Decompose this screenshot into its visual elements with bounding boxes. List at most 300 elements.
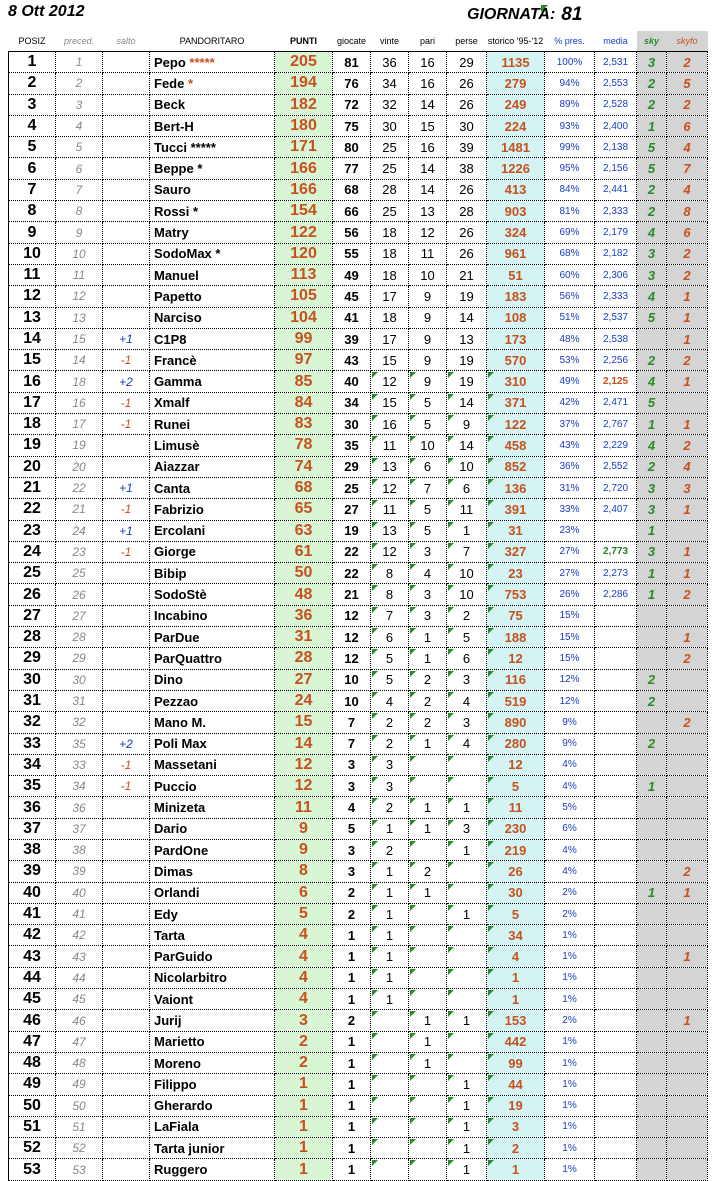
- presence-cell-text: 2%: [562, 1015, 577, 1026]
- lost-cell: [447, 73, 487, 94]
- sky-cell: [637, 648, 667, 669]
- table-row: [9, 967, 708, 988]
- skyfo-cell: [667, 520, 708, 541]
- won-cell: [371, 137, 409, 158]
- history-cell: [487, 456, 545, 477]
- position-cell-text: 52: [23, 1139, 41, 1157]
- drawn-cell-text: 16: [420, 54, 435, 70]
- lost-cell-text: 4: [462, 693, 471, 709]
- position-cell: [9, 499, 56, 520]
- lost-cell: [447, 584, 487, 605]
- green-corner-icon: [448, 1054, 454, 1060]
- green-corner-icon: [410, 862, 416, 868]
- skyfo-cell: [667, 52, 708, 73]
- presence-cell: [545, 1138, 595, 1159]
- sky-cell-text: 2: [647, 97, 656, 113]
- points-cell: [275, 925, 333, 946]
- points-cell-text: 182: [290, 95, 317, 113]
- won-cell-text: 15: [382, 352, 397, 368]
- drawn-cell-text: 1: [423, 650, 432, 666]
- previous-position-cell-text: 5: [75, 140, 83, 155]
- won-cell: [371, 1052, 409, 1073]
- change-cell-text: +2: [119, 374, 133, 389]
- position-cell: [9, 946, 56, 967]
- drawn-cell: [409, 712, 447, 733]
- played-cell-text: 1: [347, 949, 356, 965]
- played-cell-text: 7: [347, 714, 356, 730]
- average-cell: [595, 712, 637, 733]
- won-cell-text: 18: [382, 225, 397, 241]
- change-cell: [103, 776, 150, 797]
- skyfo-cell-text: 1: [683, 544, 691, 560]
- presence-cell: [545, 754, 595, 775]
- sky-cell: [637, 733, 667, 754]
- green-corner-icon: [488, 500, 494, 506]
- green-corner-icon: [372, 436, 378, 442]
- presence-cell-text: 31%: [559, 482, 580, 494]
- skyfo-cell-text: 1: [683, 629, 691, 645]
- average-cell-text: 2,407: [602, 503, 629, 515]
- player-name-cell-text: Tucci *****: [154, 139, 216, 155]
- position-cell-text: 44: [23, 968, 41, 986]
- history-cell-text: 1: [511, 1162, 520, 1178]
- sky-cell: [637, 392, 667, 413]
- position-cell: [9, 1010, 56, 1031]
- history-cell-text: 442: [504, 1034, 527, 1050]
- table-row: [9, 1138, 708, 1159]
- lost-cell-text: 13: [459, 331, 474, 347]
- green-corner-icon: [488, 926, 494, 932]
- sky-cell-text: 5: [647, 161, 656, 177]
- presence-cell: [545, 1074, 595, 1095]
- drawn-cell-text: 3: [423, 587, 432, 603]
- player-name-cell: [150, 1010, 275, 1031]
- played-cell: [333, 1074, 371, 1095]
- change-cell-text: -1: [120, 757, 132, 772]
- lost-cell: [447, 1031, 487, 1052]
- skyfo-cell-text: 1: [683, 885, 691, 901]
- green-corner-icon: [372, 394, 378, 400]
- lost-cell: [447, 989, 487, 1010]
- table-row: [9, 712, 708, 733]
- player-name-cell: [150, 925, 275, 946]
- green-corner-icon: [372, 1139, 378, 1145]
- player-name-cell-text: Edy: [154, 906, 178, 922]
- played-cell-text: 49: [344, 267, 359, 283]
- player-name-cell-text: Fede: [154, 75, 185, 91]
- drawn-cell: [409, 52, 447, 73]
- skyfo-cell-text: 2: [683, 352, 691, 368]
- skyfo-cell: [667, 584, 708, 605]
- player-name-cell-text: Marietto: [154, 1034, 205, 1050]
- player-name-cell: [150, 414, 275, 435]
- won-cell-text: 16: [382, 416, 397, 432]
- history-cell-text: 188: [504, 629, 527, 645]
- drawn-cell: [409, 946, 447, 967]
- won-cell-text: 3: [385, 757, 394, 773]
- lost-cell-text: 3: [462, 821, 471, 837]
- green-corner-icon: [488, 735, 494, 741]
- green-corner-icon: [410, 649, 416, 655]
- green-corner-icon: [448, 798, 454, 804]
- sky-cell: [637, 989, 667, 1010]
- presence-cell-text: 84%: [559, 184, 580, 196]
- history-cell: [487, 1116, 545, 1137]
- history-cell-text: 391: [504, 501, 527, 517]
- skyfo-cell-text: 1: [683, 565, 691, 581]
- lost-cell-text: 26: [459, 182, 474, 198]
- points-cell-text: 4: [299, 947, 308, 965]
- won-cell: [371, 882, 409, 903]
- sky-cell-text: 3: [647, 246, 656, 262]
- player-name-cell-text: Manuel: [154, 267, 199, 283]
- skyfo-cell: [667, 925, 708, 946]
- col-header-storico: storico '95-'12: [487, 36, 544, 46]
- green-corner-icon: [448, 990, 454, 996]
- lost-cell-text: 21: [459, 267, 474, 283]
- presence-cell-text: 1%: [562, 1164, 577, 1176]
- change-cell: [103, 1010, 150, 1031]
- history-cell-text: 371: [504, 395, 527, 411]
- lost-cell-text: 1: [462, 906, 471, 922]
- player-name-cell: [150, 286, 275, 307]
- history-cell: [487, 733, 545, 754]
- previous-position-cell: [56, 712, 103, 733]
- col-header-preced: preced.: [63, 36, 95, 46]
- position-cell: [9, 818, 56, 839]
- skyfo-cell: [667, 776, 708, 797]
- history-cell: [487, 648, 545, 669]
- player-name-cell: [150, 967, 275, 988]
- history-cell: [487, 158, 545, 179]
- change-cell: [103, 669, 150, 690]
- points-cell: [275, 1095, 333, 1116]
- sky-cell: [637, 1116, 667, 1137]
- played-cell: [333, 328, 371, 349]
- green-corner-icon: [372, 713, 378, 719]
- sky-cell-text: 5: [647, 310, 656, 326]
- green-corner-icon: [488, 415, 494, 421]
- player-name-cell: [150, 797, 275, 818]
- won-cell: [371, 754, 409, 775]
- presence-cell-text: 99%: [559, 141, 580, 153]
- previous-position-cell-text: 25: [72, 566, 86, 581]
- points-cell-text: 104: [290, 308, 317, 326]
- table-row: [9, 264, 708, 285]
- history-cell: [487, 903, 545, 924]
- position-cell-text: 29: [23, 649, 41, 667]
- played-cell: [333, 243, 371, 264]
- presence-cell-text: 1%: [562, 1036, 577, 1048]
- presence-cell-text: 68%: [559, 248, 580, 260]
- won-cell-text: 1: [385, 863, 394, 879]
- green-corner-icon: [488, 862, 494, 868]
- skyfo-cell-text: 1: [683, 331, 691, 347]
- green-corner-icon: [410, 777, 416, 783]
- previous-position-cell-text: 8: [75, 204, 83, 219]
- average-cell: [595, 115, 637, 136]
- won-cell: [371, 158, 409, 179]
- skyfo-cell-text: 2: [683, 97, 691, 113]
- position-cell: [9, 712, 56, 733]
- average-cell-text: 2,552: [602, 461, 629, 473]
- player-name-cell-text: Runei: [154, 416, 191, 432]
- lost-cell: [447, 776, 487, 797]
- played-cell: [333, 1138, 371, 1159]
- won-cell: [371, 967, 409, 988]
- green-corner-icon: [372, 862, 378, 868]
- previous-position-cell-text: 29: [72, 651, 86, 666]
- sky-cell: [637, 1010, 667, 1031]
- won-cell: [371, 201, 409, 222]
- won-cell: [371, 1095, 409, 1116]
- lost-cell: [447, 286, 487, 307]
- average-cell: [595, 179, 637, 200]
- previous-position-cell: [56, 541, 103, 562]
- average-cell-text: 2,286: [602, 589, 629, 601]
- average-cell: [595, 1138, 637, 1159]
- position-cell-text: 45: [23, 990, 41, 1008]
- green-corner-icon: [448, 820, 454, 826]
- green-corner-icon: [448, 394, 454, 400]
- previous-position-cell-text: 43: [72, 949, 86, 964]
- green-corner-icon: [488, 1011, 494, 1017]
- skyfo-cell-text: 2: [683, 246, 691, 262]
- drawn-cell-text: 1: [423, 736, 432, 752]
- history-cell: [487, 882, 545, 903]
- presence-cell-text: 1%: [562, 1078, 577, 1090]
- drawn-cell: [409, 563, 447, 584]
- history-cell-text: 122: [504, 416, 527, 432]
- history-cell-text: 26: [508, 863, 523, 879]
- skyfo-cell: [667, 669, 708, 690]
- sky-cell: [637, 861, 667, 882]
- position-cell-text: 48: [23, 1054, 41, 1072]
- previous-position-cell: [56, 1095, 103, 1116]
- presence-cell: [545, 541, 595, 562]
- position-cell-text: 19: [23, 436, 41, 454]
- previous-position-cell: [56, 52, 103, 73]
- table-row: [9, 861, 708, 882]
- played-cell: [333, 179, 371, 200]
- drawn-cell-text: 9: [423, 374, 432, 390]
- skyfo-cell: [667, 350, 708, 371]
- table-row: [9, 137, 708, 158]
- previous-position-cell-text: 24: [72, 523, 86, 538]
- drawn-cell: [409, 392, 447, 413]
- skyfo-cell: [667, 989, 708, 1010]
- green-corner-icon: [488, 905, 494, 911]
- played-cell-text: 1: [347, 1098, 356, 1114]
- table-row: [9, 1095, 708, 1116]
- green-corner-icon: [410, 479, 416, 485]
- points-cell-text: 1: [299, 1075, 308, 1093]
- change-cell: [103, 733, 150, 754]
- change-cell-text: -1: [120, 353, 132, 368]
- history-cell-text: 327: [504, 544, 527, 560]
- history-cell-text: 890: [504, 714, 527, 730]
- previous-position-cell-text: 12: [72, 289, 86, 304]
- played-cell: [333, 1116, 371, 1137]
- average-cell: [595, 158, 637, 179]
- position-cell-text: 2: [27, 74, 37, 92]
- history-cell: [487, 776, 545, 797]
- average-cell-text: 2,156: [602, 163, 629, 175]
- position-cell-text: 49: [23, 1075, 41, 1093]
- player-name-cell-text: Rossi *: [154, 203, 199, 219]
- skyfo-cell-text: 7: [683, 161, 691, 177]
- lost-cell: [447, 903, 487, 924]
- skyfo-cell-text: 1: [683, 949, 691, 965]
- green-corner-icon: [372, 585, 378, 591]
- lost-cell-text: 6: [462, 480, 471, 496]
- played-cell: [333, 371, 371, 392]
- presence-cell: [545, 414, 595, 435]
- previous-position-cell-text: 33: [72, 757, 86, 772]
- average-cell: [595, 243, 637, 264]
- points-cell: [275, 690, 333, 711]
- skyfo-cell-text: 1: [683, 501, 691, 517]
- average-cell-text: 2,182: [602, 248, 629, 260]
- played-cell: [333, 1052, 371, 1073]
- change-cell: [103, 158, 150, 179]
- green-corner-icon: [410, 564, 416, 570]
- lost-cell-text: 2: [462, 608, 471, 624]
- previous-position-cell-text: 21: [72, 502, 86, 517]
- sky-cell: [637, 1052, 667, 1073]
- player-name-cell: [150, 520, 275, 541]
- lost-cell-text: 14: [459, 310, 474, 326]
- skyfo-cell-text: 1: [683, 1013, 691, 1028]
- presence-cell-text: 42%: [559, 397, 580, 409]
- lost-cell: [447, 307, 487, 328]
- position-cell: [9, 797, 56, 818]
- previous-position-cell: [56, 264, 103, 285]
- previous-position-cell: [56, 733, 103, 754]
- played-cell-text: 25: [344, 480, 359, 496]
- won-cell-text: 13: [382, 459, 397, 475]
- history-cell-text: 5: [511, 906, 520, 922]
- drawn-cell-text: 1: [423, 800, 432, 816]
- presence-cell-text: 95%: [559, 163, 580, 175]
- points-cell: [275, 1138, 333, 1159]
- position-cell: [9, 925, 56, 946]
- played-cell: [333, 137, 371, 158]
- won-cell: [371, 690, 409, 711]
- position-cell-text: 25: [23, 564, 41, 582]
- played-cell: [333, 584, 371, 605]
- presence-cell: [545, 499, 595, 520]
- change-cell: [103, 73, 150, 94]
- green-corner-icon: [410, 436, 416, 442]
- skyfo-cell: [667, 1074, 708, 1095]
- sky-cell-text: 4: [647, 374, 656, 390]
- skyfo-cell: [667, 605, 708, 626]
- lost-cell-text: 14: [459, 395, 474, 411]
- green-corner-icon: [410, 458, 416, 464]
- played-cell-text: 22: [344, 544, 359, 560]
- player-name-cell-text: Canta: [154, 480, 191, 496]
- average-cell-text: 2,720: [602, 482, 629, 494]
- sky-cell: [637, 1031, 667, 1052]
- history-cell-text: 310: [504, 374, 527, 390]
- col-header-posiz: POSIZ: [18, 36, 46, 46]
- history-cell: [487, 541, 545, 562]
- sky-cell: [637, 946, 667, 967]
- presence-cell: [545, 179, 595, 200]
- lost-cell: [447, 158, 487, 179]
- green-corner-icon: [372, 926, 378, 932]
- position-cell: [9, 52, 56, 73]
- history-cell-text: 852: [504, 459, 527, 475]
- points-cell-text: 1: [299, 1139, 308, 1157]
- history-cell: [487, 243, 545, 264]
- drawn-cell-text: 11: [420, 246, 435, 262]
- player-name-cell: [150, 754, 275, 775]
- lost-cell: [447, 392, 487, 413]
- player-name-cell: [150, 350, 275, 371]
- player-name-cell-text: Mano M.: [154, 714, 206, 730]
- change-cell: [103, 1031, 150, 1052]
- history-cell: [487, 627, 545, 648]
- played-cell-text: 4: [347, 800, 356, 816]
- won-cell: [371, 861, 409, 882]
- previous-position-cell: [56, 946, 103, 967]
- won-cell-text: 7: [385, 608, 394, 624]
- green-corner-icon: [448, 628, 454, 634]
- average-cell: [595, 563, 637, 584]
- position-cell: [9, 1159, 56, 1180]
- player-name-cell-text: Aiazzar: [154, 459, 200, 475]
- history-cell-text: 1481: [501, 139, 530, 155]
- position-cell: [9, 371, 56, 392]
- points-cell: [275, 137, 333, 158]
- drawn-cell-text: 9: [423, 352, 432, 368]
- history-cell-text: 230: [504, 821, 527, 837]
- previous-position-cell: [56, 839, 103, 860]
- player-name-cell-text: Sauro: [154, 182, 191, 198]
- previous-position-cell-text: 3: [75, 97, 83, 112]
- table-row: [9, 584, 708, 605]
- average-cell: [595, 1095, 637, 1116]
- presence-cell: [545, 520, 595, 541]
- sky-cell-text: 2: [647, 693, 656, 709]
- presence-cell-text: 6%: [562, 823, 577, 835]
- skyfo-cell: [667, 158, 708, 179]
- position-cell: [9, 179, 56, 200]
- history-cell: [487, 1138, 545, 1159]
- sky-cell: [637, 584, 667, 605]
- green-corner-icon: [372, 969, 378, 975]
- history-cell-text: 1: [511, 991, 520, 1007]
- presence-cell-text: 27%: [559, 546, 580, 558]
- table-row: [9, 371, 708, 392]
- table-row: [9, 243, 708, 264]
- green-corner-icon: [410, 543, 416, 549]
- skyfo-cell: [667, 967, 708, 988]
- player-name-cell-text: Bert-H: [154, 118, 194, 134]
- previous-position-cell: [56, 584, 103, 605]
- won-cell-text: 30: [382, 118, 397, 134]
- played-cell-text: 2: [347, 1013, 356, 1028]
- points-cell: [275, 179, 333, 200]
- skyfo-cell: [667, 754, 708, 775]
- played-cell: [333, 818, 371, 839]
- green-corner-icon: [488, 394, 494, 400]
- green-corner-icon: [448, 500, 454, 506]
- green-corner-icon: [372, 905, 378, 911]
- player-name-cell: [150, 946, 275, 967]
